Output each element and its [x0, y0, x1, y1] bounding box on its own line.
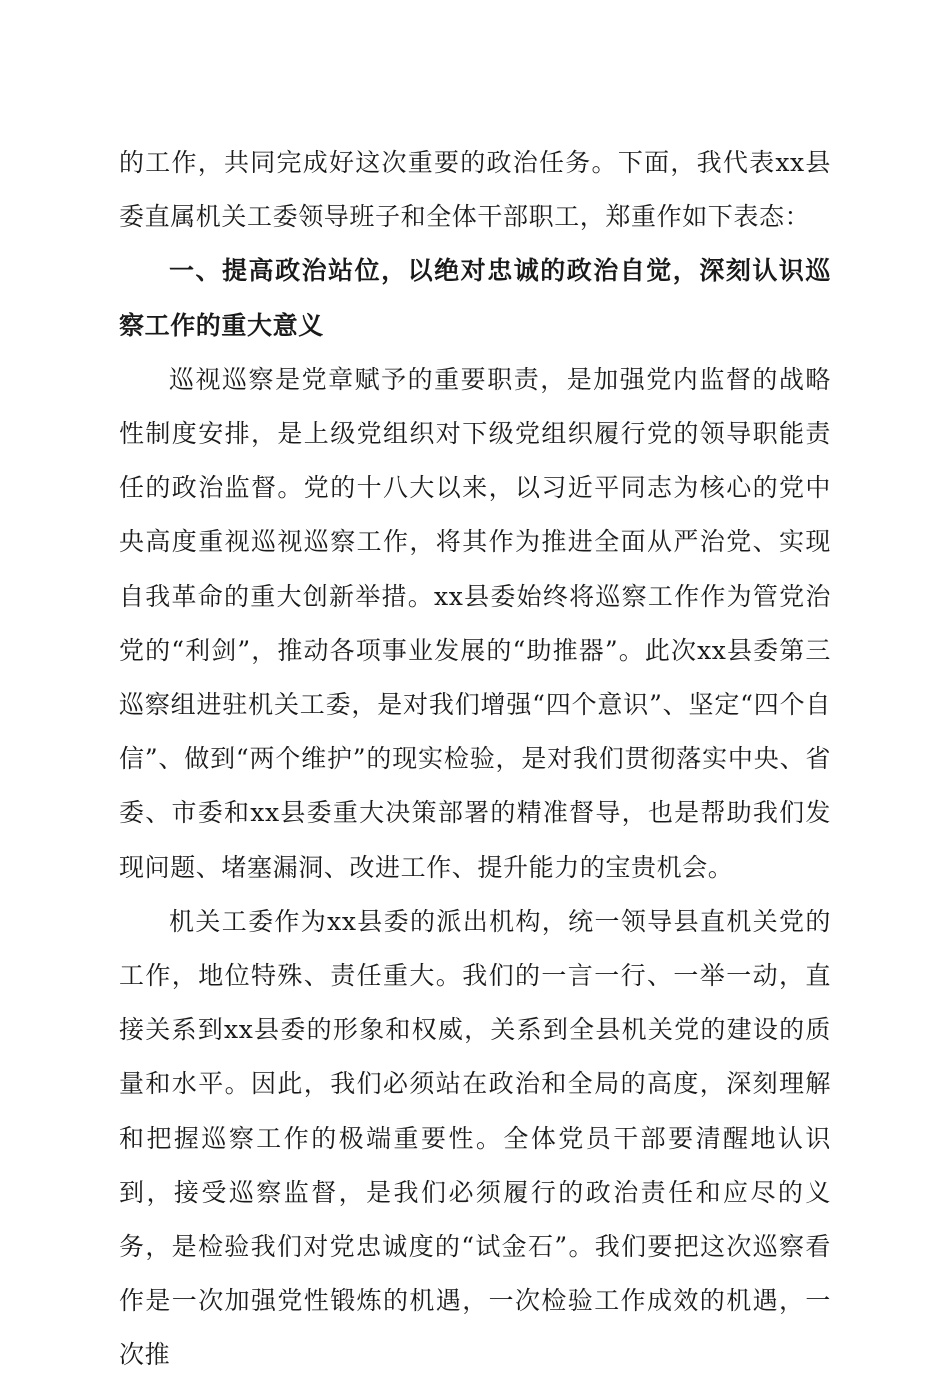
paragraph-working-committee-role: 机关工委作为xx县委的派出机构，统一领导县直机关党的工作，地位特殊、责任重大。我们的一言一行、一举一动，直接关系到xx县委的形象和权威，关系到全县机关党的建设的质量和水平。因此，我们必须站在政治和全局的高度，深刻理解和把握巡察工作的极端重要性。全体党员干部要清醒地认识到，接受巡察监督，是我们必须履行的政治责任和应尽的义务，是检验我们对党忠诚度的“试金石”。我们要把这次巡察看作是一次加强党性锻炼的机遇，一次检验工作成效的机遇，一次推 — [119, 906, 831, 1370]
paragraph-continuation: 的工作，共同完成好这次重要的政治任务。下面，我代表xx县委直属机关工委领导班子和全体干部职工，郑重作如下表态： — [119, 148, 831, 232]
document-body — [119, 136, 831, 1383]
paragraph-inspection-significance: 巡视巡察是党章赋予的重要职责，是加强党内监督的战略性制度安排，是上级党组织对下级党组织履行党的领导职能责任的政治监督。党的十八大以来，以习近平同志为核心的党中央高度重视巡视巡察工作，将其作为推进全面从严治党、实现自我革命的重大创新举措。xx县委始终将巡察工作作为管党治党的“利剑”，推动各项事业发展的“助推器”。此次xx县委第三巡察组进驻机关工委，是对我们增强“四个意识”、坚定“四个自信”、做到“两个维护”的现实检验，是对我们贯彻落实中央、省委、市委和xx县委重大决策部署的精准督导，也是帮助我们发现问题、堵塞漏洞、改进工作、提升能力的宝贵机会。 — [119, 364, 831, 882]
section-heading: 一、提高政治站位，以绝对忠诚的政治自觉，深刻认识巡察工作的重大意义 — [119, 256, 831, 340]
